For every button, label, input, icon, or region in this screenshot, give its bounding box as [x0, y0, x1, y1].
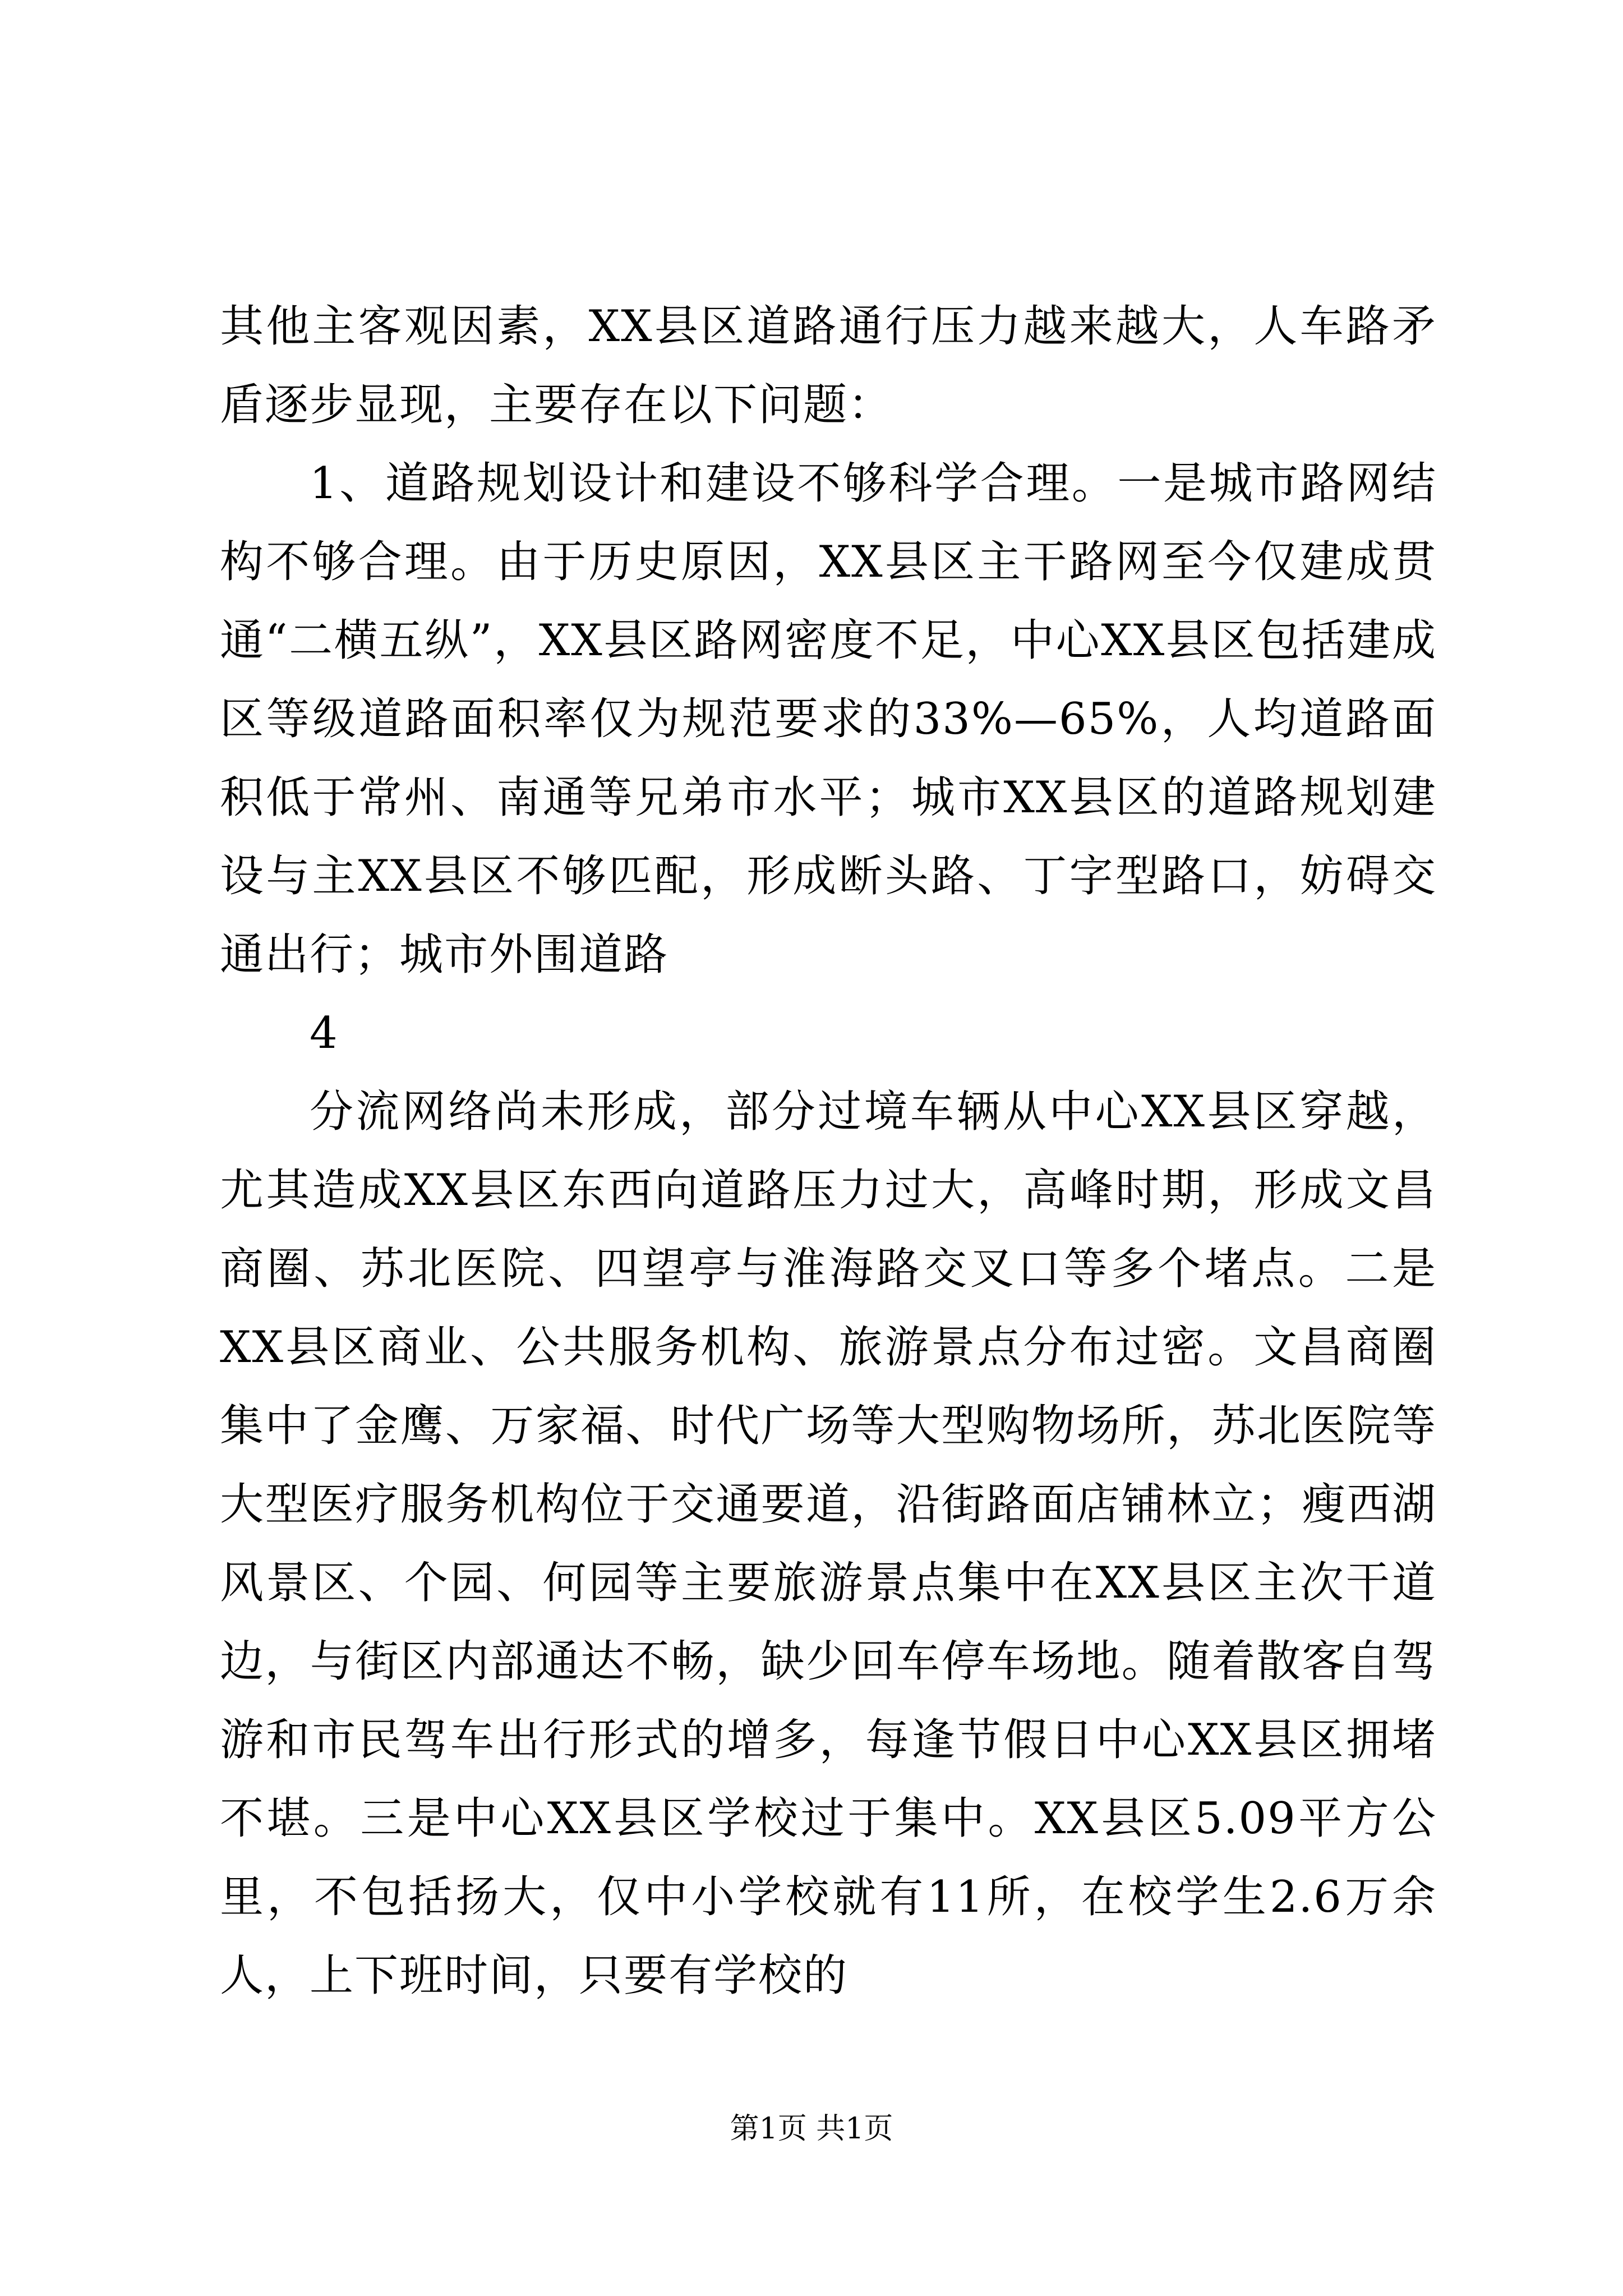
paragraph-continuation: 其他主客观因素，XX县区道路通行压力越来越大，人车路矛盾逐步显现，主要存在以下问题：	[220, 301, 1437, 430]
paragraph-road-planning: 1、道路规划设计和建设不够科学合理。一是城市路网结构不够合理。由于历史原因，XX县区主干路网至今仅建成贯通“二横五纵”，XX县区路网密度不足，中心XX县区包括建成区等级道路面积率仅为规范要求的33%—65%，人均道路面积低于常州、南通等兄弟市水平；城市XX县区的道路规划建设与主XX县区不够匹配，形成断头路、丁字型路口，妨碍交通出行；城市外围道路	[220, 458, 1437, 980]
inline-page-number: 4	[310, 1008, 339, 1059]
document-body	[220, 287, 1437, 2015]
page-footer: 第1页 共1页	[730, 2112, 893, 2146]
paragraph-traffic-diversion: 分流网络尚未形成，部分过境车辆从中心XX县区穿越，尤其造成XX县区东西向道路压力过大，高峰时期，形成文昌商圈、苏北医院、四望亭与淮海路交叉口等多个堵点。二是XX县区商业、公共服务机构、旅游景点分布过密。文昌商圈集中了金鹰、万家福、时代广场等大型购物场所，苏北医院等大型医疗服务机构位于交通要道，沿街路面店铺林立；瘦西湖风景区、个园、何园等主要旅游景点集中在XX县区主次干道边，与街区内部通达不畅，缺少回车停车场地。随着散客自驾游和市民驾车出行形式的增多，每逢节假日中心XX县区拥堵不堪。三是中心XX县区学校过于集中。XX县区5.09平方公里，不包括扬大，仅中小学校就有11所，在校学生2.6万余人，上下班时间，只要有学校的	[220, 1087, 1437, 2001]
